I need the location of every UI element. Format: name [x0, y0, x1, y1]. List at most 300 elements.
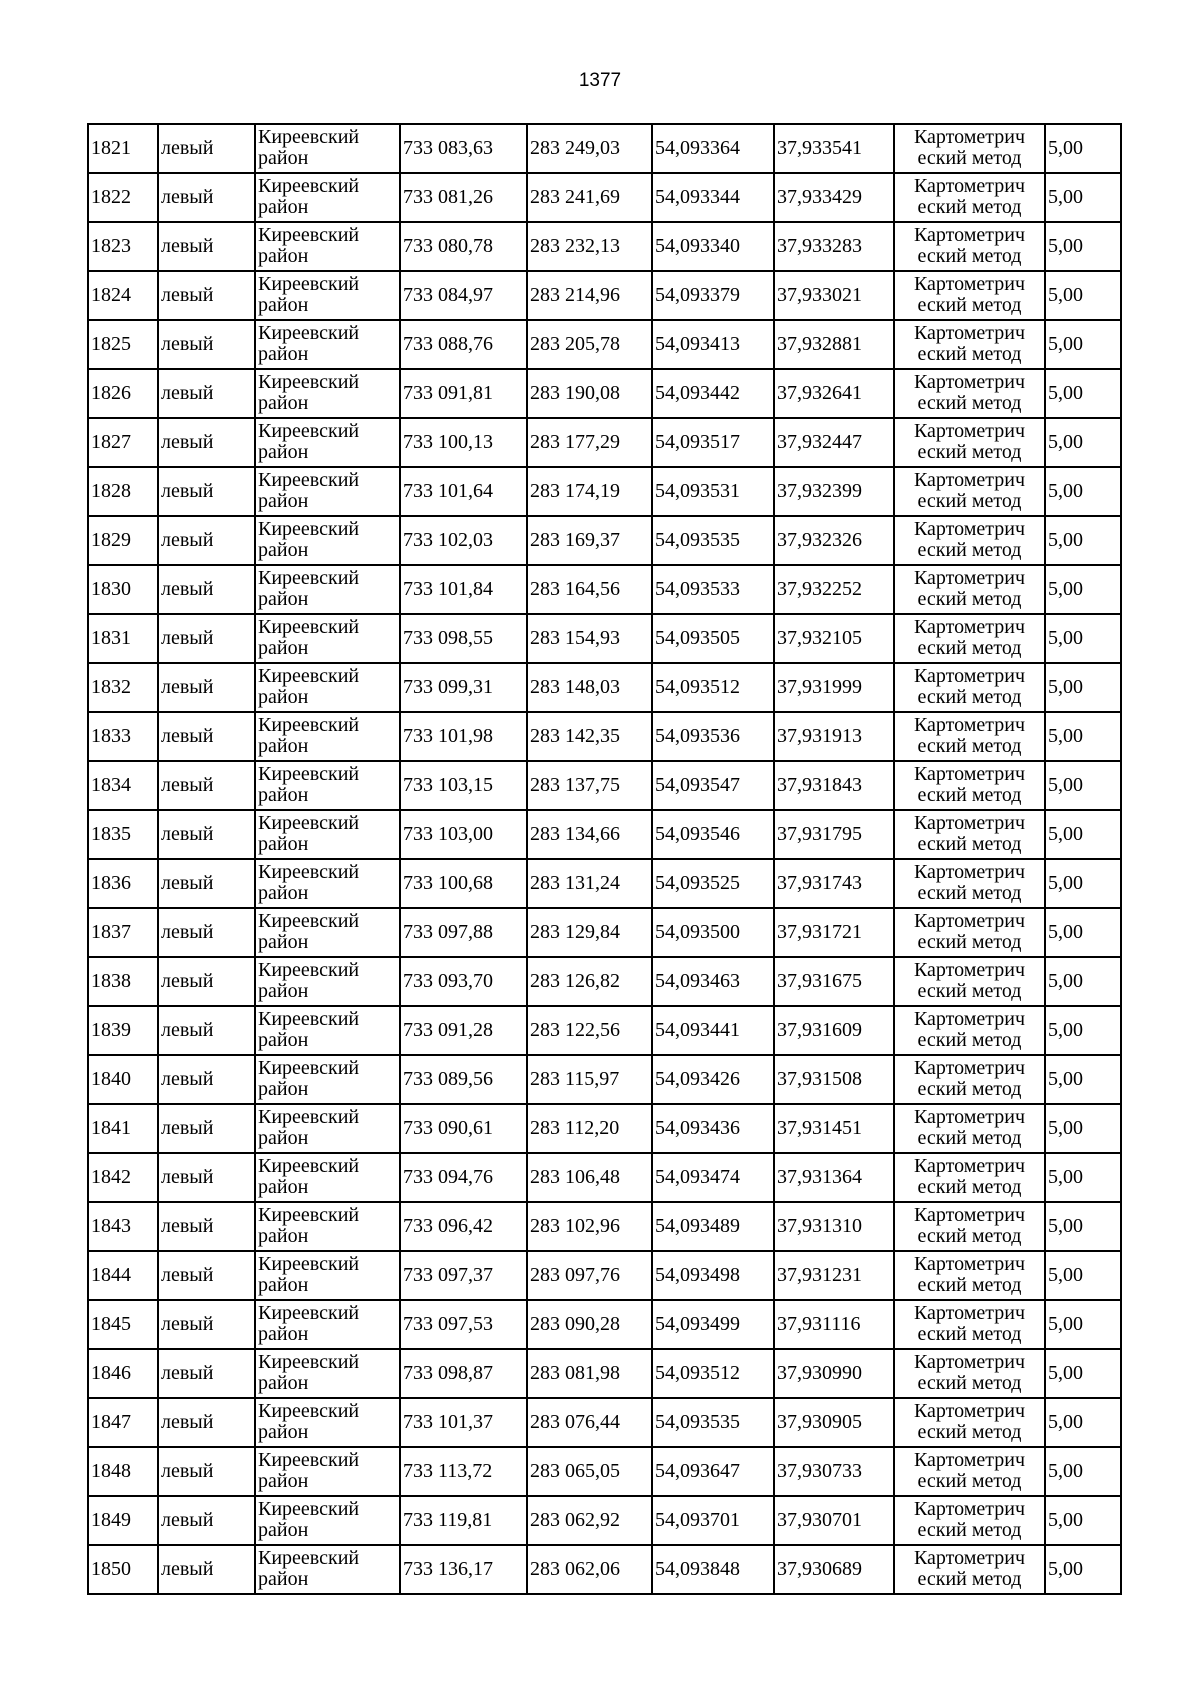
district-cell: Киреевский район: [255, 320, 400, 369]
method-cell: Картометрич еский метод: [894, 516, 1045, 565]
latitude-cell: 54,093379: [652, 271, 774, 320]
x-coordinate-cell: 733 081,26: [400, 173, 527, 222]
accuracy-cell: 5,00: [1045, 124, 1121, 173]
method-cell: Картометрич еский метод: [894, 1251, 1045, 1300]
district-cell: Киреевский район: [255, 467, 400, 516]
point-number-cell: 1830: [88, 565, 158, 614]
latitude-cell: 54,093547: [652, 761, 774, 810]
table-row: [88, 712, 1121, 761]
accuracy-cell: 5,00: [1045, 1202, 1121, 1251]
side-cell: левый: [158, 1349, 255, 1398]
table-row: [88, 1153, 1121, 1202]
district-cell: Киреевский район: [255, 957, 400, 1006]
table-row: [88, 761, 1121, 810]
longitude-cell: 37,931451: [774, 1104, 894, 1153]
y-coordinate-cell: 283 122,56: [527, 1006, 652, 1055]
point-number-cell: 1828: [88, 467, 158, 516]
x-coordinate-cell: 733 099,31: [400, 663, 527, 712]
x-coordinate-cell: 733 101,98: [400, 712, 527, 761]
method-cell: Картометрич еский метод: [894, 761, 1045, 810]
method-cell: Картометрич еский метод: [894, 418, 1045, 467]
accuracy-cell: 5,00: [1045, 565, 1121, 614]
latitude-cell: 54,093426: [652, 1055, 774, 1104]
latitude-cell: 54,093505: [652, 614, 774, 663]
method-cell: Картометрич еский метод: [894, 663, 1045, 712]
district-cell: Киреевский район: [255, 222, 400, 271]
method-cell: Картометрич еский метод: [894, 712, 1045, 761]
point-number-cell: 1838: [88, 957, 158, 1006]
district-cell: Киреевский район: [255, 1349, 400, 1398]
x-coordinate-cell: 733 100,68: [400, 859, 527, 908]
method-cell: Картометрич еский метод: [894, 1447, 1045, 1496]
accuracy-cell: 5,00: [1045, 1496, 1121, 1545]
method-cell: Картометрич еский метод: [894, 222, 1045, 271]
method-cell: Картометрич еский метод: [894, 1398, 1045, 1447]
y-coordinate-cell: 283 112,20: [527, 1104, 652, 1153]
district-cell: Киреевский район: [255, 1202, 400, 1251]
side-cell: левый: [158, 712, 255, 761]
accuracy-cell: 5,00: [1045, 1398, 1121, 1447]
point-number-cell: 1831: [88, 614, 158, 663]
side-cell: левый: [158, 908, 255, 957]
longitude-cell: 37,931721: [774, 908, 894, 957]
district-cell: Киреевский район: [255, 1251, 400, 1300]
method-cell: Картометрич еский метод: [894, 565, 1045, 614]
district-cell: Киреевский район: [255, 1447, 400, 1496]
y-coordinate-cell: 283 174,19: [527, 467, 652, 516]
coordinates-table: [87, 123, 1122, 1595]
accuracy-cell: 5,00: [1045, 1153, 1121, 1202]
longitude-cell: 37,931843: [774, 761, 894, 810]
table-body: [88, 124, 1121, 1594]
latitude-cell: 54,093546: [652, 810, 774, 859]
latitude-cell: 54,093647: [652, 1447, 774, 1496]
latitude-cell: 54,093531: [652, 467, 774, 516]
latitude-cell: 54,093413: [652, 320, 774, 369]
longitude-cell: 37,932252: [774, 565, 894, 614]
point-number-cell: 1839: [88, 1006, 158, 1055]
longitude-cell: 37,930689: [774, 1545, 894, 1594]
x-coordinate-cell: 733 103,00: [400, 810, 527, 859]
longitude-cell: 37,931364: [774, 1153, 894, 1202]
accuracy-cell: 5,00: [1045, 1300, 1121, 1349]
table-row: [88, 173, 1121, 222]
latitude-cell: 54,093441: [652, 1006, 774, 1055]
point-number-cell: 1847: [88, 1398, 158, 1447]
point-number-cell: 1842: [88, 1153, 158, 1202]
table-row: [88, 1398, 1121, 1447]
point-number-cell: 1826: [88, 369, 158, 418]
point-number-cell: 1845: [88, 1300, 158, 1349]
table-row: [88, 222, 1121, 271]
latitude-cell: 54,093536: [652, 712, 774, 761]
method-cell: Картометрич еский метод: [894, 1006, 1045, 1055]
district-cell: Киреевский район: [255, 712, 400, 761]
table-row: [88, 1496, 1121, 1545]
district-cell: Киреевский район: [255, 1496, 400, 1545]
table-row: [88, 1349, 1121, 1398]
longitude-cell: 37,932399: [774, 467, 894, 516]
accuracy-cell: 5,00: [1045, 663, 1121, 712]
latitude-cell: 54,093474: [652, 1153, 774, 1202]
point-number-cell: 1836: [88, 859, 158, 908]
table-row: [88, 320, 1121, 369]
method-cell: Картометрич еский метод: [894, 124, 1045, 173]
side-cell: левый: [158, 1104, 255, 1153]
district-cell: Киреевский район: [255, 1104, 400, 1153]
side-cell: левый: [158, 810, 255, 859]
accuracy-cell: 5,00: [1045, 369, 1121, 418]
method-cell: Картометрич еский метод: [894, 1104, 1045, 1153]
x-coordinate-cell: 733 098,87: [400, 1349, 527, 1398]
y-coordinate-cell: 283 249,03: [527, 124, 652, 173]
longitude-cell: 37,933541: [774, 124, 894, 173]
table-row: [88, 369, 1121, 418]
accuracy-cell: 5,00: [1045, 810, 1121, 859]
latitude-cell: 54,093489: [652, 1202, 774, 1251]
point-number-cell: 1837: [88, 908, 158, 957]
district-cell: Киреевский район: [255, 1300, 400, 1349]
accuracy-cell: 5,00: [1045, 614, 1121, 663]
latitude-cell: 54,093848: [652, 1545, 774, 1594]
side-cell: левый: [158, 1202, 255, 1251]
x-coordinate-cell: 733 101,84: [400, 565, 527, 614]
table-row: [88, 1447, 1121, 1496]
district-cell: Киреевский район: [255, 565, 400, 614]
x-coordinate-cell: 733 119,81: [400, 1496, 527, 1545]
latitude-cell: 54,093364: [652, 124, 774, 173]
method-cell: Картометрич еский метод: [894, 1202, 1045, 1251]
y-coordinate-cell: 283 081,98: [527, 1349, 652, 1398]
longitude-cell: 37,933429: [774, 173, 894, 222]
point-number-cell: 1843: [88, 1202, 158, 1251]
longitude-cell: 37,931795: [774, 810, 894, 859]
side-cell: левый: [158, 614, 255, 663]
longitude-cell: 37,931913: [774, 712, 894, 761]
method-cell: Картометрич еский метод: [894, 859, 1045, 908]
side-cell: левый: [158, 859, 255, 908]
table-row: [88, 859, 1121, 908]
y-coordinate-cell: 283 090,28: [527, 1300, 652, 1349]
longitude-cell: 37,931231: [774, 1251, 894, 1300]
table-row: [88, 516, 1121, 565]
y-coordinate-cell: 283 065,05: [527, 1447, 652, 1496]
side-cell: левый: [158, 1251, 255, 1300]
side-cell: левый: [158, 516, 255, 565]
district-cell: Киреевский район: [255, 908, 400, 957]
accuracy-cell: 5,00: [1045, 712, 1121, 761]
x-coordinate-cell: 733 083,63: [400, 124, 527, 173]
district-cell: Киреевский район: [255, 810, 400, 859]
point-number-cell: 1833: [88, 712, 158, 761]
table-row: [88, 467, 1121, 516]
table-row: [88, 1545, 1121, 1594]
table-row: [88, 1104, 1121, 1153]
y-coordinate-cell: 283 126,82: [527, 957, 652, 1006]
latitude-cell: 54,093500: [652, 908, 774, 957]
method-cell: Картометрич еский метод: [894, 1300, 1045, 1349]
point-number-cell: 1835: [88, 810, 158, 859]
x-coordinate-cell: 733 091,28: [400, 1006, 527, 1055]
table-row: [88, 1251, 1121, 1300]
side-cell: левый: [158, 369, 255, 418]
accuracy-cell: 5,00: [1045, 516, 1121, 565]
district-cell: Киреевский район: [255, 1398, 400, 1447]
longitude-cell: 37,932326: [774, 516, 894, 565]
x-coordinate-cell: 733 097,53: [400, 1300, 527, 1349]
side-cell: левый: [158, 1006, 255, 1055]
table-row: [88, 957, 1121, 1006]
latitude-cell: 54,093512: [652, 663, 774, 712]
accuracy-cell: 5,00: [1045, 1545, 1121, 1594]
district-cell: Киреевский район: [255, 418, 400, 467]
latitude-cell: 54,093442: [652, 369, 774, 418]
side-cell: левый: [158, 565, 255, 614]
district-cell: Киреевский район: [255, 516, 400, 565]
y-coordinate-cell: 283 232,13: [527, 222, 652, 271]
x-coordinate-cell: 733 097,37: [400, 1251, 527, 1300]
side-cell: левый: [158, 1496, 255, 1545]
side-cell: левый: [158, 1300, 255, 1349]
accuracy-cell: 5,00: [1045, 467, 1121, 516]
longitude-cell: 37,930733: [774, 1447, 894, 1496]
x-coordinate-cell: 733 103,15: [400, 761, 527, 810]
longitude-cell: 37,932447: [774, 418, 894, 467]
point-number-cell: 1824: [88, 271, 158, 320]
latitude-cell: 54,093525: [652, 859, 774, 908]
y-coordinate-cell: 283 214,96: [527, 271, 652, 320]
x-coordinate-cell: 733 089,56: [400, 1055, 527, 1104]
x-coordinate-cell: 733 094,76: [400, 1153, 527, 1202]
latitude-cell: 54,093344: [652, 173, 774, 222]
accuracy-cell: 5,00: [1045, 173, 1121, 222]
x-coordinate-cell: 733 100,13: [400, 418, 527, 467]
y-coordinate-cell: 283 062,92: [527, 1496, 652, 1545]
side-cell: левый: [158, 271, 255, 320]
point-number-cell: 1829: [88, 516, 158, 565]
table-row: [88, 271, 1121, 320]
method-cell: Картометрич еский метод: [894, 1545, 1045, 1594]
point-number-cell: 1848: [88, 1447, 158, 1496]
side-cell: левый: [158, 320, 255, 369]
side-cell: левый: [158, 761, 255, 810]
district-cell: Киреевский район: [255, 1545, 400, 1594]
point-number-cell: 1840: [88, 1055, 158, 1104]
longitude-cell: 37,931508: [774, 1055, 894, 1104]
y-coordinate-cell: 283 076,44: [527, 1398, 652, 1447]
district-cell: Киреевский район: [255, 271, 400, 320]
point-number-cell: 1834: [88, 761, 158, 810]
district-cell: Киреевский район: [255, 1006, 400, 1055]
district-cell: Киреевский район: [255, 614, 400, 663]
point-number-cell: 1844: [88, 1251, 158, 1300]
district-cell: Киреевский район: [255, 663, 400, 712]
side-cell: левый: [158, 124, 255, 173]
point-number-cell: 1825: [88, 320, 158, 369]
accuracy-cell: 5,00: [1045, 1349, 1121, 1398]
longitude-cell: 37,931609: [774, 1006, 894, 1055]
longitude-cell: 37,932105: [774, 614, 894, 663]
y-coordinate-cell: 283 102,96: [527, 1202, 652, 1251]
x-coordinate-cell: 733 090,61: [400, 1104, 527, 1153]
side-cell: левый: [158, 1398, 255, 1447]
latitude-cell: 54,093517: [652, 418, 774, 467]
side-cell: левый: [158, 222, 255, 271]
method-cell: Картометрич еский метод: [894, 320, 1045, 369]
district-cell: Киреевский район: [255, 369, 400, 418]
x-coordinate-cell: 733 091,81: [400, 369, 527, 418]
latitude-cell: 54,093512: [652, 1349, 774, 1398]
table-row: [88, 1202, 1121, 1251]
longitude-cell: 37,930701: [774, 1496, 894, 1545]
method-cell: Картометрич еский метод: [894, 957, 1045, 1006]
method-cell: Картометрич еский метод: [894, 1055, 1045, 1104]
method-cell: Картометрич еский метод: [894, 369, 1045, 418]
side-cell: левый: [158, 1153, 255, 1202]
point-number-cell: 1841: [88, 1104, 158, 1153]
table-row: [88, 810, 1121, 859]
longitude-cell: 37,932641: [774, 369, 894, 418]
longitude-cell: 37,931675: [774, 957, 894, 1006]
x-coordinate-cell: 733 097,88: [400, 908, 527, 957]
y-coordinate-cell: 283 062,06: [527, 1545, 652, 1594]
y-coordinate-cell: 283 205,78: [527, 320, 652, 369]
accuracy-cell: 5,00: [1045, 1006, 1121, 1055]
longitude-cell: 37,931743: [774, 859, 894, 908]
y-coordinate-cell: 283 134,66: [527, 810, 652, 859]
y-coordinate-cell: 283 164,56: [527, 565, 652, 614]
x-coordinate-cell: 733 093,70: [400, 957, 527, 1006]
table-row: [88, 565, 1121, 614]
longitude-cell: 37,931116: [774, 1300, 894, 1349]
y-coordinate-cell: 283 137,75: [527, 761, 652, 810]
table-row: [88, 908, 1121, 957]
accuracy-cell: 5,00: [1045, 1104, 1121, 1153]
method-cell: Картометрич еский метод: [894, 173, 1045, 222]
longitude-cell: 37,930905: [774, 1398, 894, 1447]
side-cell: левый: [158, 1055, 255, 1104]
method-cell: Картометрич еский метод: [894, 271, 1045, 320]
point-number-cell: 1821: [88, 124, 158, 173]
district-cell: Киреевский район: [255, 761, 400, 810]
y-coordinate-cell: 283 131,24: [527, 859, 652, 908]
table-row: [88, 124, 1121, 173]
latitude-cell: 54,093463: [652, 957, 774, 1006]
y-coordinate-cell: 283 148,03: [527, 663, 652, 712]
x-coordinate-cell: 733 088,76: [400, 320, 527, 369]
side-cell: левый: [158, 1447, 255, 1496]
y-coordinate-cell: 283 177,29: [527, 418, 652, 467]
latitude-cell: 54,093499: [652, 1300, 774, 1349]
x-coordinate-cell: 733 084,97: [400, 271, 527, 320]
accuracy-cell: 5,00: [1045, 271, 1121, 320]
longitude-cell: 37,931310: [774, 1202, 894, 1251]
table-row: [88, 1055, 1121, 1104]
table-row: [88, 418, 1121, 467]
method-cell: Картометрич еский метод: [894, 1349, 1045, 1398]
district-cell: Киреевский район: [255, 124, 400, 173]
x-coordinate-cell: 733 098,55: [400, 614, 527, 663]
table-row: [88, 1006, 1121, 1055]
longitude-cell: 37,931999: [774, 663, 894, 712]
point-number-cell: 1849: [88, 1496, 158, 1545]
district-cell: Киреевский район: [255, 173, 400, 222]
accuracy-cell: 5,00: [1045, 1251, 1121, 1300]
accuracy-cell: 5,00: [1045, 1447, 1121, 1496]
y-coordinate-cell: 283 097,76: [527, 1251, 652, 1300]
table-row: [88, 1300, 1121, 1349]
side-cell: левый: [158, 663, 255, 712]
accuracy-cell: 5,00: [1045, 957, 1121, 1006]
point-number-cell: 1846: [88, 1349, 158, 1398]
y-coordinate-cell: 283 241,69: [527, 173, 652, 222]
y-coordinate-cell: 283 154,93: [527, 614, 652, 663]
method-cell: Картометрич еский метод: [894, 810, 1045, 859]
y-coordinate-cell: 283 129,84: [527, 908, 652, 957]
accuracy-cell: 5,00: [1045, 222, 1121, 271]
longitude-cell: 37,932881: [774, 320, 894, 369]
method-cell: Картометрич еский метод: [894, 908, 1045, 957]
y-coordinate-cell: 283 190,08: [527, 369, 652, 418]
side-cell: левый: [158, 1545, 255, 1594]
district-cell: Киреевский район: [255, 1153, 400, 1202]
side-cell: левый: [158, 957, 255, 1006]
method-cell: Картометрич еский метод: [894, 467, 1045, 516]
longitude-cell: 37,933021: [774, 271, 894, 320]
page-number: 1377: [578, 70, 622, 91]
latitude-cell: 54,093498: [652, 1251, 774, 1300]
y-coordinate-cell: 283 169,37: [527, 516, 652, 565]
table-row: [88, 614, 1121, 663]
accuracy-cell: 5,00: [1045, 761, 1121, 810]
point-number-cell: 1822: [88, 173, 158, 222]
point-number-cell: 1823: [88, 222, 158, 271]
x-coordinate-cell: 733 113,72: [400, 1447, 527, 1496]
accuracy-cell: 5,00: [1045, 859, 1121, 908]
longitude-cell: 37,933283: [774, 222, 894, 271]
latitude-cell: 54,093535: [652, 516, 774, 565]
accuracy-cell: 5,00: [1045, 418, 1121, 467]
x-coordinate-cell: 733 102,03: [400, 516, 527, 565]
method-cell: Картометрич еский метод: [894, 1153, 1045, 1202]
point-number-cell: 1832: [88, 663, 158, 712]
y-coordinate-cell: 283 115,97: [527, 1055, 652, 1104]
point-number-cell: 1827: [88, 418, 158, 467]
accuracy-cell: 5,00: [1045, 320, 1121, 369]
district-cell: Киреевский район: [255, 859, 400, 908]
latitude-cell: 54,093535: [652, 1398, 774, 1447]
latitude-cell: 54,093340: [652, 222, 774, 271]
accuracy-cell: 5,00: [1045, 908, 1121, 957]
side-cell: левый: [158, 173, 255, 222]
x-coordinate-cell: 733 101,64: [400, 467, 527, 516]
accuracy-cell: 5,00: [1045, 1055, 1121, 1104]
latitude-cell: 54,093436: [652, 1104, 774, 1153]
y-coordinate-cell: 283 106,48: [527, 1153, 652, 1202]
y-coordinate-cell: 283 142,35: [527, 712, 652, 761]
x-coordinate-cell: 733 136,17: [400, 1545, 527, 1594]
side-cell: левый: [158, 418, 255, 467]
table-row: [88, 663, 1121, 712]
latitude-cell: 54,093701: [652, 1496, 774, 1545]
x-coordinate-cell: 733 080,78: [400, 222, 527, 271]
longitude-cell: 37,930990: [774, 1349, 894, 1398]
latitude-cell: 54,093533: [652, 565, 774, 614]
point-number-cell: 1850: [88, 1545, 158, 1594]
method-cell: Картометрич еский метод: [894, 1496, 1045, 1545]
side-cell: левый: [158, 467, 255, 516]
method-cell: Картометрич еский метод: [894, 614, 1045, 663]
